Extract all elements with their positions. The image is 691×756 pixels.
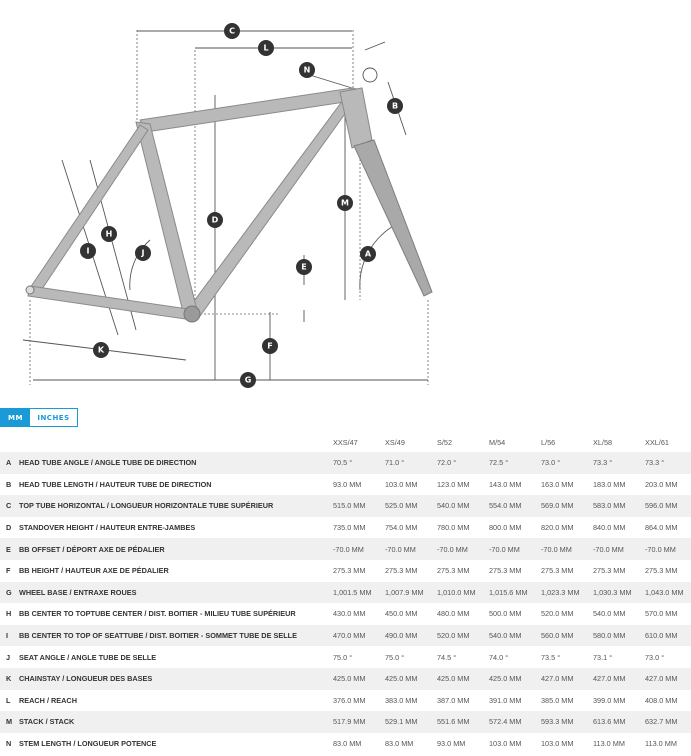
table-cell: 83.0 MM	[333, 733, 385, 755]
table-row	[0, 711, 691, 733]
svg-text:C: C	[229, 26, 235, 36]
table-cell: 820.0 MM	[541, 517, 593, 539]
table-cell: 275.3 MM	[541, 560, 593, 582]
badge-g	[240, 372, 256, 388]
table-cell: 1,015.6 MM	[489, 582, 541, 604]
row-label: STANDOVER HEIGHT / HAUTEUR ENTRE-JAMBES	[19, 517, 333, 539]
table-cell: 520.0 MM	[437, 625, 489, 647]
badge-n	[299, 62, 315, 78]
row-label: HEAD TUBE LENGTH / HAUTEUR TUBE DE DIRECTION	[19, 474, 333, 496]
table-cell: 1,007.9 MM	[385, 582, 437, 604]
row-letter: C	[0, 495, 19, 517]
table-cell: 163.0 MM	[541, 474, 593, 496]
row-label: BB CENTER TO TOPTUBE CENTER / DIST. BOITIER - MILIEU TUBE SUPÉRIEUR	[19, 603, 333, 625]
size-header: XL/58	[593, 437, 613, 447]
badge-e	[296, 259, 312, 275]
table-row	[0, 560, 691, 582]
row-letter: D	[0, 517, 19, 539]
badge-h	[101, 226, 117, 242]
table-cell: 183.0 MM	[593, 474, 645, 496]
badge-i	[80, 243, 96, 259]
row-letter: G	[0, 582, 19, 604]
table-cell: 580.0 MM	[593, 625, 645, 647]
row-label: SEAT ANGLE / ANGLE TUBE DE SELLE	[19, 646, 333, 668]
table-row	[0, 495, 691, 517]
table-cell: 427.0 MM	[645, 668, 691, 690]
geometry-table	[0, 432, 691, 754]
table-cell: -70.0 MM	[385, 538, 437, 560]
size-header: M/54	[489, 437, 506, 447]
row-letter: K	[0, 668, 19, 690]
table-cell: 83.0 MM	[385, 733, 437, 755]
table-cell: 430.0 MM	[333, 603, 385, 625]
table-cell: 113.0 MM	[593, 733, 645, 755]
table-cell: 610.0 MM	[645, 625, 691, 647]
table-cell: 554.0 MM	[489, 495, 541, 517]
row-letter: B	[0, 474, 19, 496]
table-cell: 864.0 MM	[645, 517, 691, 539]
table-cell: 425.0 MM	[333, 668, 385, 690]
table-cell: 387.0 MM	[437, 690, 489, 712]
table-cell: 735.0 MM	[333, 517, 385, 539]
svg-text:I: I	[86, 246, 90, 256]
table-cell: 113.0 MM	[645, 733, 691, 755]
table-cell: 399.0 MM	[593, 690, 645, 712]
badge-k	[93, 342, 109, 358]
table-cell: 1,043.0 MM	[645, 582, 691, 604]
table-cell: 425.0 MM	[437, 668, 489, 690]
svg-text:B: B	[391, 101, 399, 111]
table-row	[0, 474, 691, 496]
table-row	[0, 625, 691, 647]
table-cell: 570.0 MM	[645, 603, 691, 625]
table-row	[0, 517, 691, 539]
svg-text:G: G	[244, 375, 252, 385]
table-cell: 143.0 MM	[489, 474, 541, 496]
table-row	[0, 668, 691, 690]
table-cell: 427.0 MM	[541, 668, 593, 690]
row-letter: L	[0, 690, 19, 712]
size-header: XXS/47	[333, 437, 358, 447]
table-cell: 613.6 MM	[593, 711, 645, 733]
table-cell: 520.0 MM	[541, 603, 593, 625]
unit-toggle	[0, 408, 78, 427]
svg-text:E: E	[301, 262, 307, 272]
table-cell: 525.0 MM	[385, 495, 437, 517]
table-cell: 529.1 MM	[385, 711, 437, 733]
badge-m	[337, 195, 353, 211]
table-cell: 425.0 MM	[489, 668, 541, 690]
svg-text:L: L	[263, 43, 269, 53]
table-cell: 275.3 MM	[489, 560, 541, 582]
table-cell: -70.0 MM	[437, 538, 489, 560]
table-cell: 385.0 MM	[541, 690, 593, 712]
table-cell: 275.3 MM	[593, 560, 645, 582]
table-cell: 500.0 MM	[489, 603, 541, 625]
row-label: STEM LENGTH / LONGUEUR POTENCE	[19, 733, 333, 755]
svg-text:H: H	[105, 229, 113, 239]
table-cell: 74.0 °	[489, 646, 541, 668]
row-label: HEAD TUBE ANGLE / ANGLE TUBE DE DIRECTION	[19, 452, 333, 474]
table-cell: 74.5 °	[437, 646, 489, 668]
table-cell: 275.3 MM	[385, 560, 437, 582]
table-cell: 93.0 MM	[333, 474, 385, 496]
svg-text:M: M	[341, 198, 349, 208]
table-cell: 593.3 MM	[541, 711, 593, 733]
table-cell: 75.0 °	[385, 646, 437, 668]
unit-inches-button[interactable]: INCHES	[30, 409, 77, 426]
table-cell: 73.0 °	[541, 452, 593, 474]
row-letter: M	[0, 711, 19, 733]
badge-f	[262, 338, 278, 354]
table-row	[0, 603, 691, 625]
table-cell: 490.0 MM	[385, 625, 437, 647]
unit-mm-button[interactable]: MM	[1, 409, 30, 426]
row-label: BB HEIGHT / HAUTEUR AXE DE PÉDALIER	[19, 560, 333, 582]
row-label: BB OFFSET / DÉPORT AXE DE PÉDALIER	[19, 538, 333, 560]
row-letter: N	[0, 733, 19, 755]
table-cell: 376.0 MM	[333, 690, 385, 712]
table-cell: 73.1 °	[593, 646, 645, 668]
table-cell: 480.0 MM	[437, 603, 489, 625]
table-cell: 72.5 °	[489, 452, 541, 474]
bike-frame-illustration	[26, 88, 432, 322]
table-cell: 583.0 MM	[593, 495, 645, 517]
badge-j	[135, 245, 151, 261]
row-label: BB CENTER TO TOP OF SEATTUBE / DIST. BOITIER - SOMMET TUBE DE SELLE	[19, 625, 333, 647]
table-cell: 103.0 MM	[385, 474, 437, 496]
size-header: XS/49	[385, 437, 405, 447]
table-cell: 551.6 MM	[437, 711, 489, 733]
svg-text:K: K	[97, 345, 105, 355]
svg-text:N: N	[303, 65, 311, 75]
row-letter: F	[0, 560, 19, 582]
table-row	[0, 733, 691, 755]
table-row	[0, 690, 691, 712]
table-cell: 540.0 MM	[593, 603, 645, 625]
table-cell: -70.0 MM	[333, 538, 385, 560]
badge-b	[387, 98, 403, 114]
table-cell: 540.0 MM	[489, 625, 541, 647]
table-cell: 425.0 MM	[385, 668, 437, 690]
table-cell: 569.0 MM	[541, 495, 593, 517]
row-letter: E	[0, 538, 19, 560]
table-row	[0, 452, 691, 474]
row-label: REACH / REACH	[19, 690, 333, 712]
table-cell: 383.0 MM	[385, 690, 437, 712]
table-cell: 1,023.3 MM	[541, 582, 593, 604]
row-letter: I	[0, 625, 19, 647]
size-header-row	[0, 432, 691, 452]
table-cell: 560.0 MM	[541, 625, 593, 647]
table-cell: 1,001.5 MM	[333, 582, 385, 604]
table-cell: 596.0 MM	[645, 495, 691, 517]
table-row	[0, 582, 691, 604]
row-label: CHAINSTAY / LONGUEUR DES BASES	[19, 668, 333, 690]
svg-text:A: A	[364, 249, 372, 259]
table-cell: 517.9 MM	[333, 711, 385, 733]
badge-d	[207, 212, 223, 228]
table-cell: 840.0 MM	[593, 517, 645, 539]
table-cell: 780.0 MM	[437, 517, 489, 539]
row-letter: H	[0, 603, 19, 625]
table-cell: 70.5 °	[333, 452, 385, 474]
table-cell: 427.0 MM	[593, 668, 645, 690]
row-letter: A	[0, 452, 19, 474]
table-cell: 1,030.3 MM	[593, 582, 645, 604]
svg-text:J: J	[141, 248, 145, 258]
table-cell: 203.0 MM	[645, 474, 691, 496]
row-label: WHEEL BASE / ENTRAXE ROUES	[19, 582, 333, 604]
table-cell: 93.0 MM	[437, 733, 489, 755]
table-cell: 470.0 MM	[333, 625, 385, 647]
table-cell: 73.0 °	[645, 646, 691, 668]
table-cell: -70.0 MM	[593, 538, 645, 560]
table-cell: 72.0 °	[437, 452, 489, 474]
size-header: S/52	[437, 437, 453, 447]
row-label: TOP TUBE HORIZONTAL / LONGUEUR HORIZONTALE TUBE SUPÉRIEUR	[19, 495, 333, 517]
table-cell: 71.0 °	[385, 452, 437, 474]
table-cell: 391.0 MM	[489, 690, 541, 712]
table-cell: 275.3 MM	[333, 560, 385, 582]
table-cell: -70.0 MM	[645, 538, 691, 560]
table-cell: 73.3 °	[593, 452, 645, 474]
svg-text:F: F	[267, 341, 273, 351]
badge-a	[360, 246, 376, 262]
table-cell: 103.0 MM	[489, 733, 541, 755]
table-row	[0, 646, 691, 668]
table-cell: 75.0 °	[333, 646, 385, 668]
table-cell: 73.3 °	[645, 452, 691, 474]
table-cell: 1,010.0 MM	[437, 582, 489, 604]
table-cell: 450.0 MM	[385, 603, 437, 625]
table-cell: 123.0 MM	[437, 474, 489, 496]
table-cell: -70.0 MM	[489, 538, 541, 560]
size-header: XXL/61	[645, 437, 669, 447]
table-cell: -70.0 MM	[541, 538, 593, 560]
badge-l	[258, 40, 274, 56]
table-cell: 73.5 °	[541, 646, 593, 668]
badge-c	[224, 23, 240, 39]
table-cell: 275.3 MM	[437, 560, 489, 582]
row-letter: J	[0, 646, 19, 668]
table-cell: 515.0 MM	[333, 495, 385, 517]
table-cell: 540.0 MM	[437, 495, 489, 517]
table-cell: 275.3 MM	[645, 560, 691, 582]
table-cell: 754.0 MM	[385, 517, 437, 539]
size-header: L/56	[541, 437, 556, 447]
svg-text:D: D	[211, 215, 219, 225]
table-cell: 632.7 MM	[645, 711, 691, 733]
table-cell: 103.0 MM	[541, 733, 593, 755]
table-row	[0, 538, 691, 560]
table-cell: 408.0 MM	[645, 690, 691, 712]
row-label: STACK / STACK	[19, 711, 333, 733]
table-cell: 800.0 MM	[489, 517, 541, 539]
table-cell: 572.4 MM	[489, 711, 541, 733]
